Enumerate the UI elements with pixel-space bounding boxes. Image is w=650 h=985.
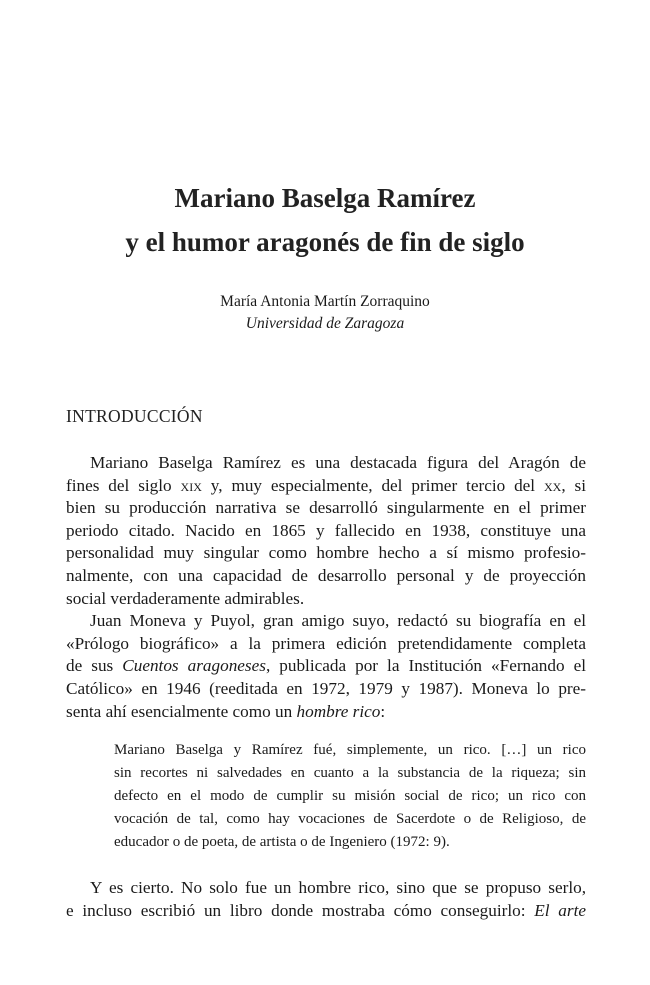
paragraph-2-line: Juan Moneva y Puyol, gran amigo suyo, redactó su biografía en el bbox=[90, 611, 586, 631]
paragraph-2-line bbox=[66, 655, 586, 678]
quote-line: defecto en el modo de cumplir su misión social de rico; un rico con bbox=[114, 788, 586, 804]
article-title bbox=[0, 176, 650, 264]
quote-line: sin recortes ni salvedades en cuanto a la substancia de la riqueza; sin bbox=[114, 765, 586, 781]
paragraph-1-line: social verdaderamente admirables. bbox=[66, 588, 305, 608]
paragraph-1 bbox=[66, 452, 586, 723]
text-run: de sus bbox=[66, 656, 123, 676]
paragraph-2-line bbox=[66, 701, 586, 724]
quote-line: vocación de tal, como hay vocaciones de Sacerdote o de Religioso, de bbox=[114, 811, 586, 827]
block-quote bbox=[114, 739, 586, 854]
paragraph-1-line: periodo citado. Nacido en 1865 y fallecido en 1938, constituye una bbox=[66, 520, 586, 540]
paragraph-1-line: nalmente, con una capacidad de desarrollo personal y de proyección bbox=[66, 565, 586, 585]
title-line-2: y el humor aragonés de fin de siglo bbox=[125, 227, 525, 257]
author-block bbox=[0, 291, 650, 335]
quote-line: educador o de poeta, de artista o de Ingeniero (1972: 9). bbox=[114, 834, 450, 850]
book-title-el-arte: El arte bbox=[534, 901, 586, 920]
author-affiliation: Universidad de Zaragoza bbox=[245, 315, 405, 332]
emphasis-hombre-rico: hombre rico bbox=[296, 701, 381, 721]
paragraph-2-line: Católico» en 1946 (reeditada en 1972, 1979 y 1987). Moneva lo pre- bbox=[66, 678, 586, 698]
text-run: , publicada por la Institución «Fernando el bbox=[265, 656, 586, 676]
text-run: e incluso escribió un libro donde mostraba cómo conseguirlo: bbox=[66, 901, 535, 920]
text-run: : bbox=[380, 701, 386, 721]
text-run: senta ahí esencialmente como un bbox=[66, 701, 297, 721]
paragraph-2-line: «Prólogo biográfico» a la primera edición pretendidamente completa bbox=[66, 633, 586, 653]
title-line-1: Mariano Baselga Ramírez bbox=[174, 183, 476, 213]
paragraph-1-line: bien su producción narrativa se desarrolló singularmente en el primer bbox=[66, 498, 586, 518]
paragraph-3 bbox=[66, 876, 586, 922]
quote-line: Mariano Baselga y Ramírez fué, simplemente, un rico. […] un rico bbox=[114, 742, 586, 758]
book-title-cuentos: Cuentos aragoneses bbox=[122, 656, 266, 676]
paragraph-3-line bbox=[66, 899, 586, 922]
paragraph-1-line: personalidad muy singular como hombre hecho a sí mismo profesio- bbox=[66, 543, 586, 563]
paragraph-1-line: fines del siglo xix y, muy especialmente, del primer tercio del xx, si bbox=[66, 475, 587, 495]
paragraph-1-line: Mariano Baselga Ramírez es una destacada figura del Aragón de bbox=[90, 453, 586, 472]
paragraph-3-line: Y es cierto. No solo fue un hombre rico, sino que se propuso serlo, bbox=[90, 878, 586, 897]
section-heading: INTRODUCCIÓN bbox=[66, 406, 203, 426]
author-name: María Antonia Martín Zorraquino bbox=[220, 293, 430, 310]
